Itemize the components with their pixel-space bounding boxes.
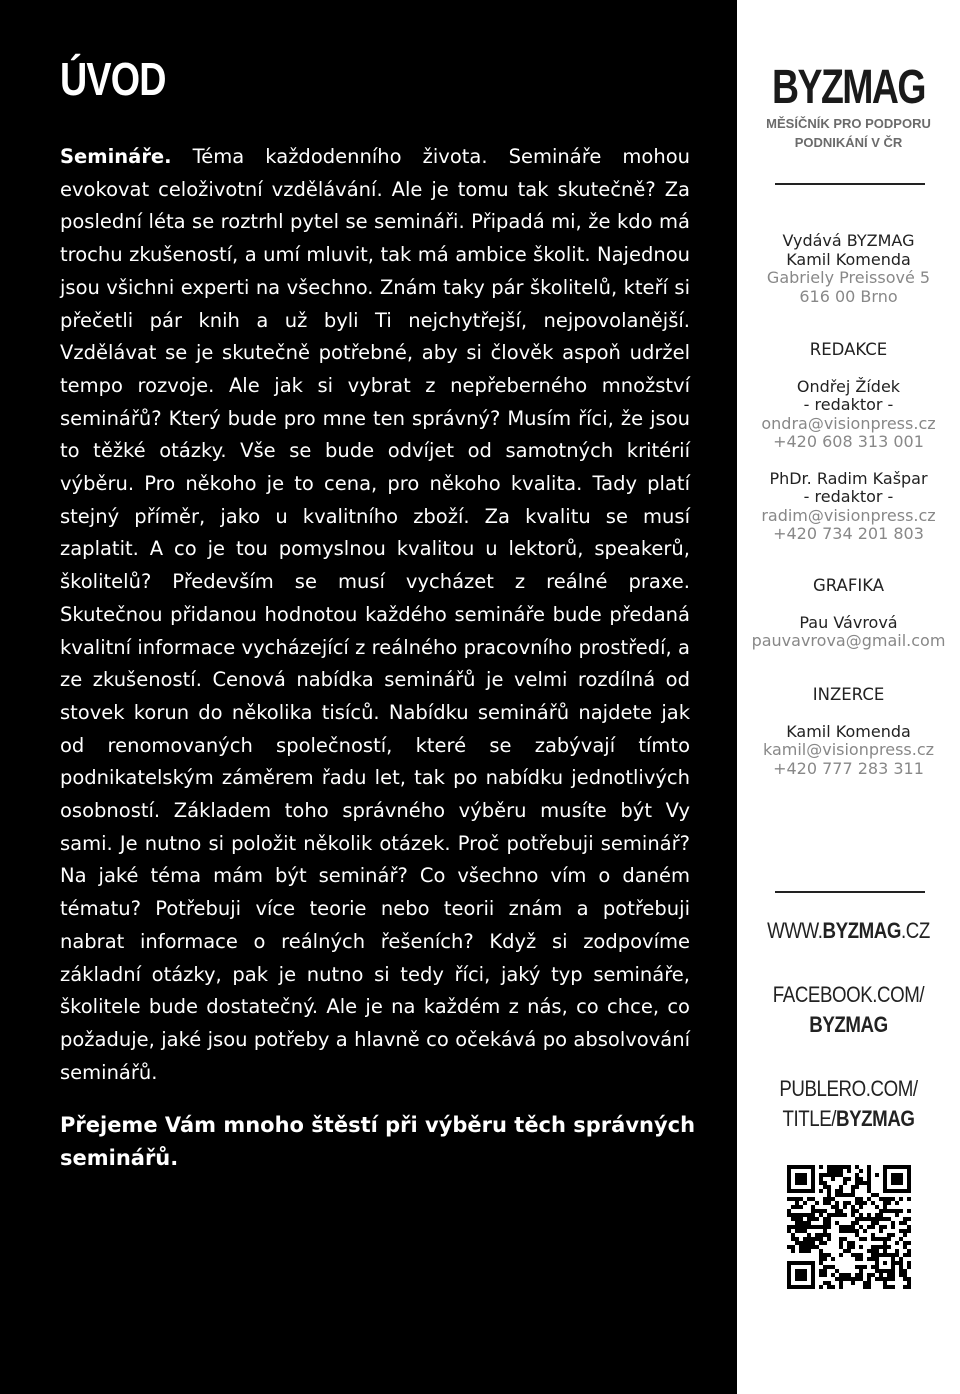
publero-line-2-pre: TITLE/ xyxy=(782,1106,837,1131)
tagline-line-2: PODNIKÁNÍ V ČR xyxy=(794,135,903,150)
redakce-block xyxy=(737,341,960,544)
inzerce-block xyxy=(737,686,960,778)
publero-link[interactable] xyxy=(754,1074,944,1134)
redakce-heading: REDAKCE xyxy=(809,340,888,359)
publero-line-1: PUBLERO.COM/ xyxy=(779,1076,918,1101)
grafika-name: Pau Vávrová xyxy=(799,612,898,632)
publisher-block xyxy=(737,232,960,306)
website-link[interactable] xyxy=(754,916,944,946)
inzerce-name: Kamil Komenda xyxy=(786,721,911,741)
website-pre: WWW. xyxy=(767,918,823,943)
editor-2-name: PhDr. Radim Kašpar xyxy=(769,468,928,488)
publisher-city: 616 00 Brno xyxy=(799,286,898,306)
editor-1-email[interactable]: ondra@visionpress.cz xyxy=(761,413,936,433)
publisher-line-1: Vydává BYZMAG xyxy=(782,231,915,250)
divider-bottom xyxy=(775,891,925,893)
inzerce-heading: INZERCE xyxy=(812,685,885,704)
editor-1-phone: +420 608 313 001 xyxy=(773,432,924,451)
publisher-address: Gabriely Preissové 5 xyxy=(766,268,931,287)
divider-top xyxy=(775,183,925,185)
editor-1-name: Ondřej Žídek xyxy=(796,376,901,396)
article-lead: Semináře. xyxy=(60,145,172,168)
grafika-email[interactable]: pauvavrova@gmail.com xyxy=(751,631,946,650)
masthead-sidebar xyxy=(737,0,960,1394)
facebook-link[interactable] xyxy=(754,980,944,1040)
grafika-heading: GRAFIKA xyxy=(812,576,885,595)
editor-2-email[interactable]: radim@visionpress.cz xyxy=(761,505,936,525)
publisher-line-2: Kamil Komenda xyxy=(786,249,911,269)
publero-line-2-bold: BYZMAG xyxy=(836,1106,915,1131)
facebook-line-2: BYZMAG xyxy=(809,1012,888,1037)
tagline-line-1: MĚSÍČNÍK PRO PODPORU xyxy=(766,116,931,131)
closing-statement: Přejeme Vám mnoho štěstí při výběru těch správných seminářů. xyxy=(60,1113,696,1170)
page-title: ÚVOD xyxy=(60,53,166,105)
editor-1-role: - redaktor - xyxy=(803,395,894,414)
website-bold: BYZMAG xyxy=(822,918,902,943)
qr-code-icon[interactable] xyxy=(787,1165,911,1289)
article-body xyxy=(60,141,690,1089)
qr-code-graphic xyxy=(787,1165,911,1289)
editor-2-phone: +420 734 201 803 xyxy=(773,524,924,543)
facebook-line-1: FACEBOOK.COM/ xyxy=(772,982,925,1007)
inzerce-phone: +420 777 283 311 xyxy=(773,758,924,778)
byzmag-logo: BYZMAG xyxy=(772,61,925,114)
grafika-block xyxy=(737,577,960,651)
website-post: .CZ xyxy=(901,918,930,943)
inzerce-email[interactable]: kamil@visionpress.cz xyxy=(762,740,935,759)
article-text: Téma každodenního života. Semináře mohou evokovat celoživotní vzdělávání. Ale je tomu tak skutečně? Za poslední léta se roztrhl pytel se semináři. Připadá mi, že kdo má trochu zkušeností, a umí mluvit, tak má ambice školit. Najednou jsou všichni experti na všechno. Znám taky pár školitelů, kteří si přečetli pár knih a už byli Ti nejchytřejší, nejpovolanější. Vzdělávat se je skutečně potřebné, aby si člověk aspoň udržel tempo rozvoje. Ale jak si vybrat z nepřeberného množství seminářů? Který bude pro mne ten správný? Musím říci, že jsou to těžké otázky. Vše se bude odvíjet od samotných kritérií výběru. Pro někoho je to cena, pro někoho kvalita. Tady platí stejný příměr, jako u kvalitního zboží. Za kvalitu se musí zaplatit. A co je tou pomyslnou kvalitou u lektorů, speakerů, školitelů? Především se musí vycházet z reálné praxe. Skutečnou přidanou hodnotou každého semináře bude předaná kvalitní informace vycházející z reálného pracovního prostředí, a ze zkušeností. Cenová nabídka seminářů je velmi rozdílná od stovek korun do několika tisíců. Nabídku seminářů najdete jak od renomovaných společností, které se zabývají tímto podnikatelským záměrem řadu let, tak po nabídku jednotlivých osobností. Základem toho správného výběru musíte být Vy sami. Je nutno si položit několik otázek. Proč potřebuji seminář? Na jaké téma mám být seminář? Co všechno vím o daném tématu? Potřebuji více teorie nebo teorii znám a potřebuji nabrat informace o reálných řešeních? Když si zodpovíme základní otázky, pak je nutno si tedy říci, jaký typ semináře, školitele bude dostatečný. Ale je na každém z nás, co chce, co požaduje, jaké jsou potřeby a hlavně co očekává po absolvování seminářů. xyxy=(60,145,690,1084)
editor-2-role: - redaktor - xyxy=(803,487,894,506)
tagline xyxy=(737,114,960,152)
